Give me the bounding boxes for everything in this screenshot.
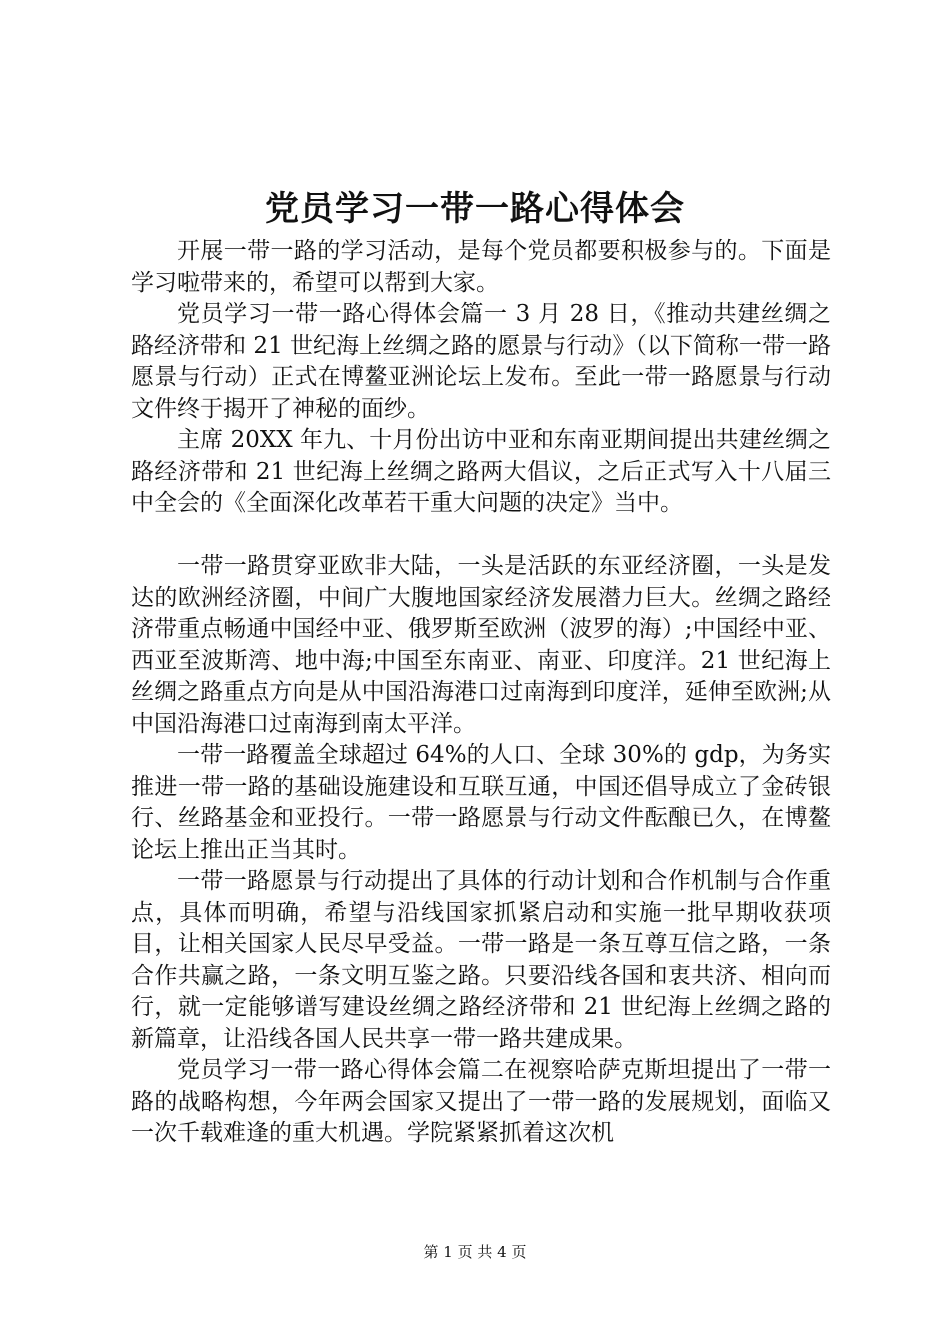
page-footer: 第 1 页 共 4 页 bbox=[423, 1243, 527, 1261]
paragraph-part-one: 党员学习一带一路心得体会篇一 3 月 28 日，《推动共建丝绸之路经济带和 21 世纪海上丝绸之路的愿景与行动》（以下简称一带一路愿景与行动）正式在博鳌亚洲论坛上发布。至此一带一路愿景与行动文件终于揭开了神秘的面纱。 bbox=[131, 301, 831, 422]
paragraph-routes: 一带一路贯穿亚欧非大陆，一头是活跃的东亚经济圈，一头是发达的欧洲经济圈，中间广大腹地国家经济发展潜力巨大。丝绸之路经济带重点畅通中国经中亚、俄罗斯至欧洲（波罗的海）;中国经中亚、西亚至波斯湾、地中海;中国至东南亚、南亚、印度洋。21 世纪海上丝绸之路重点方向是从中国沿海港口过南海到印度洋，延伸至欧洲;从中国沿海港口过南海到南太平洋。 bbox=[131, 553, 831, 737]
paragraph-coverage: 一带一路覆盖全球超过 64%的人口、全球 30%的 gdp，为务实推进一带一路的基础设施建设和互联互通，中国还倡导成立了金砖银行、丝路基金和亚投行。一带一路愿景与行动文件酝酿已久，在博鳌论坛上推出正当其时。 bbox=[131, 742, 831, 863]
paragraph-gap bbox=[131, 520, 831, 552]
paragraph-initiative: 主席 20XX 年九、十月份出访中亚和东南亚期间提出共建丝绸之路经济带和 21 世纪海上丝绸之路两大倡议，之后正式写入十八届三中全会的《全面深化改革若干重大问题的决定》当中。 bbox=[131, 427, 831, 516]
document-body bbox=[131, 236, 831, 1150]
paragraph-part-two: 党员学习一带一路心得体会篇二在视察哈萨克斯坦提出了一带一路的战略构想，今年两会国家又提出了一带一路的发展规划，面临又一次千载难逢的重大机遇。学院紧紧抓着这次机 bbox=[131, 1057, 831, 1146]
paragraph-action-plan: 一带一路愿景与行动提出了具体的行动计划和合作机制与合作重点，具体而明确，希望与沿线国家抓紧启动和实施一批早期收获项目，让相关国家人民尽早受益。一带一路是一条互尊互信之路，一条合作共赢之路，一条文明互鉴之路。只要沿线各国和衷共济、相向而行，就一定能够谱写建设丝绸之路经济带和 21 世纪海上丝绸之路的新篇章，让沿线各国人民共享一带一路共建成果。 bbox=[131, 868, 831, 1052]
document-title: 党员学习一带一路心得体会 bbox=[265, 189, 685, 229]
paragraph-intro: 开展一带一路的学习活动，是每个党员都要积极参与的。下面是学习啦带来的，希望可以帮到大家。 bbox=[131, 238, 831, 296]
